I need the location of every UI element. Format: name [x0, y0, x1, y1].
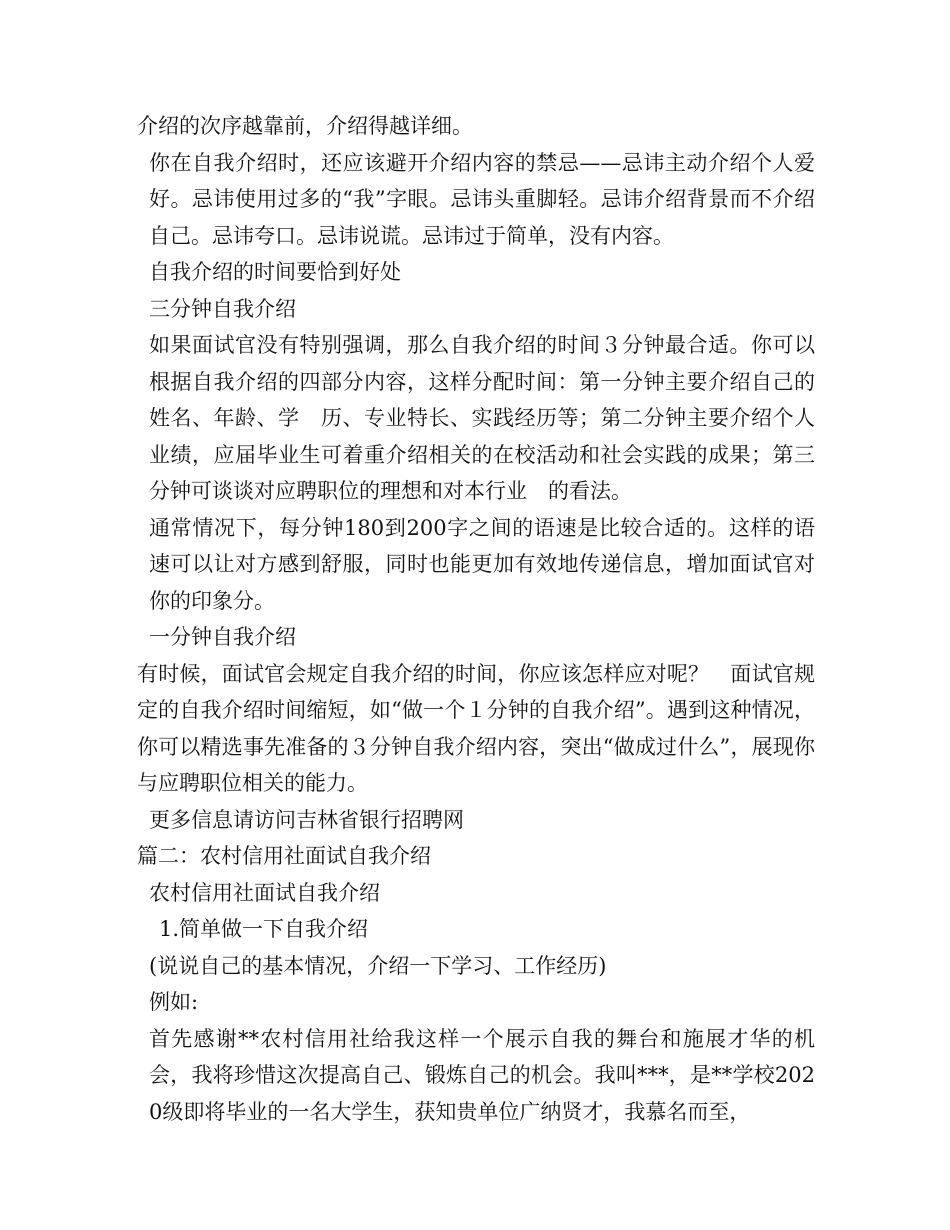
question-one: 1.简单做一下自我介绍: [159, 917, 369, 941]
paragraph-one-minute: 有时候，面试官会规定自我介绍的时间，你应该怎样应对呢？ 面试官规定的自我介绍时间缩短，如“做一个１分钟的自我介绍”。遇到这种情况，你可以精选事先准备的３分钟自我介绍内容，突出“做成过什么”，展现你与应聘职位相关的能力。: [137, 661, 815, 795]
chapter-two-subtitle: 农村信用社面试自我介绍: [149, 880, 380, 905]
question-one-hint: (说说自己的基本情况，介绍一下学习、工作经历): [149, 953, 607, 978]
paragraph-speech-speed: 通常情况下，每分钟180到200字之间的语速是比较合适的。这样的语速可以让对方感到舒服，同时也能更加有效地传递信息，增加面试官对你的印象分。: [149, 515, 815, 613]
paragraph-1: 介绍的次序越靠前，介绍得越详细。: [137, 114, 473, 138]
section-heading-three-minute: 三分钟自我介绍: [149, 296, 296, 321]
chapter-two-title: 篇二：农村信用社面试自我介绍: [137, 844, 431, 868]
example-paragraph: 首先感谢**农村信用社给我这样一个展示自我的舞台和施展才华的机会，我将珍惜这次提高自己、锻炼自己的机会。我叫***，是**学校2020级即将毕业的一名大学生，获知贵单位广纳贤才，我慕名而至，: [149, 1026, 815, 1124]
section-heading-time: 自我介绍的时间要恰到好处: [149, 260, 401, 284]
paragraph-three-minute: 如果面试官没有特别强调，那么自我介绍的时间３分钟最合适。你可以根据自我介绍的四部分内容，这样分配时间：第一分钟主要介绍自己的姓名、年龄、学 历、专业特长、实践经历等；第二分钟主要介绍个人业绩，应届毕业生可着重介绍相关的在校活动和社会实践的成果；第三分钟可谈谈对应聘职位的理想和对本行业 的看法。: [149, 333, 815, 503]
document-body: [137, 108, 815, 1130]
section-heading-one-minute: 一分钟自我介绍: [149, 625, 296, 649]
more-info-line: 更多信息请访问吉林省银行招聘网: [149, 807, 464, 832]
example-label: 例如:: [149, 990, 199, 1014]
paragraph-2: 你在自我介绍时，还应该避开介绍内容的禁忌——忌讳主动介绍个人爱好。忌讳使用过多的“我”字眼。忌讳头重脚轻。忌讳介绍背景而不介绍自己。忌讳夸口。忌讳说谎。忌讳过于简单，没有内容。: [149, 150, 815, 248]
